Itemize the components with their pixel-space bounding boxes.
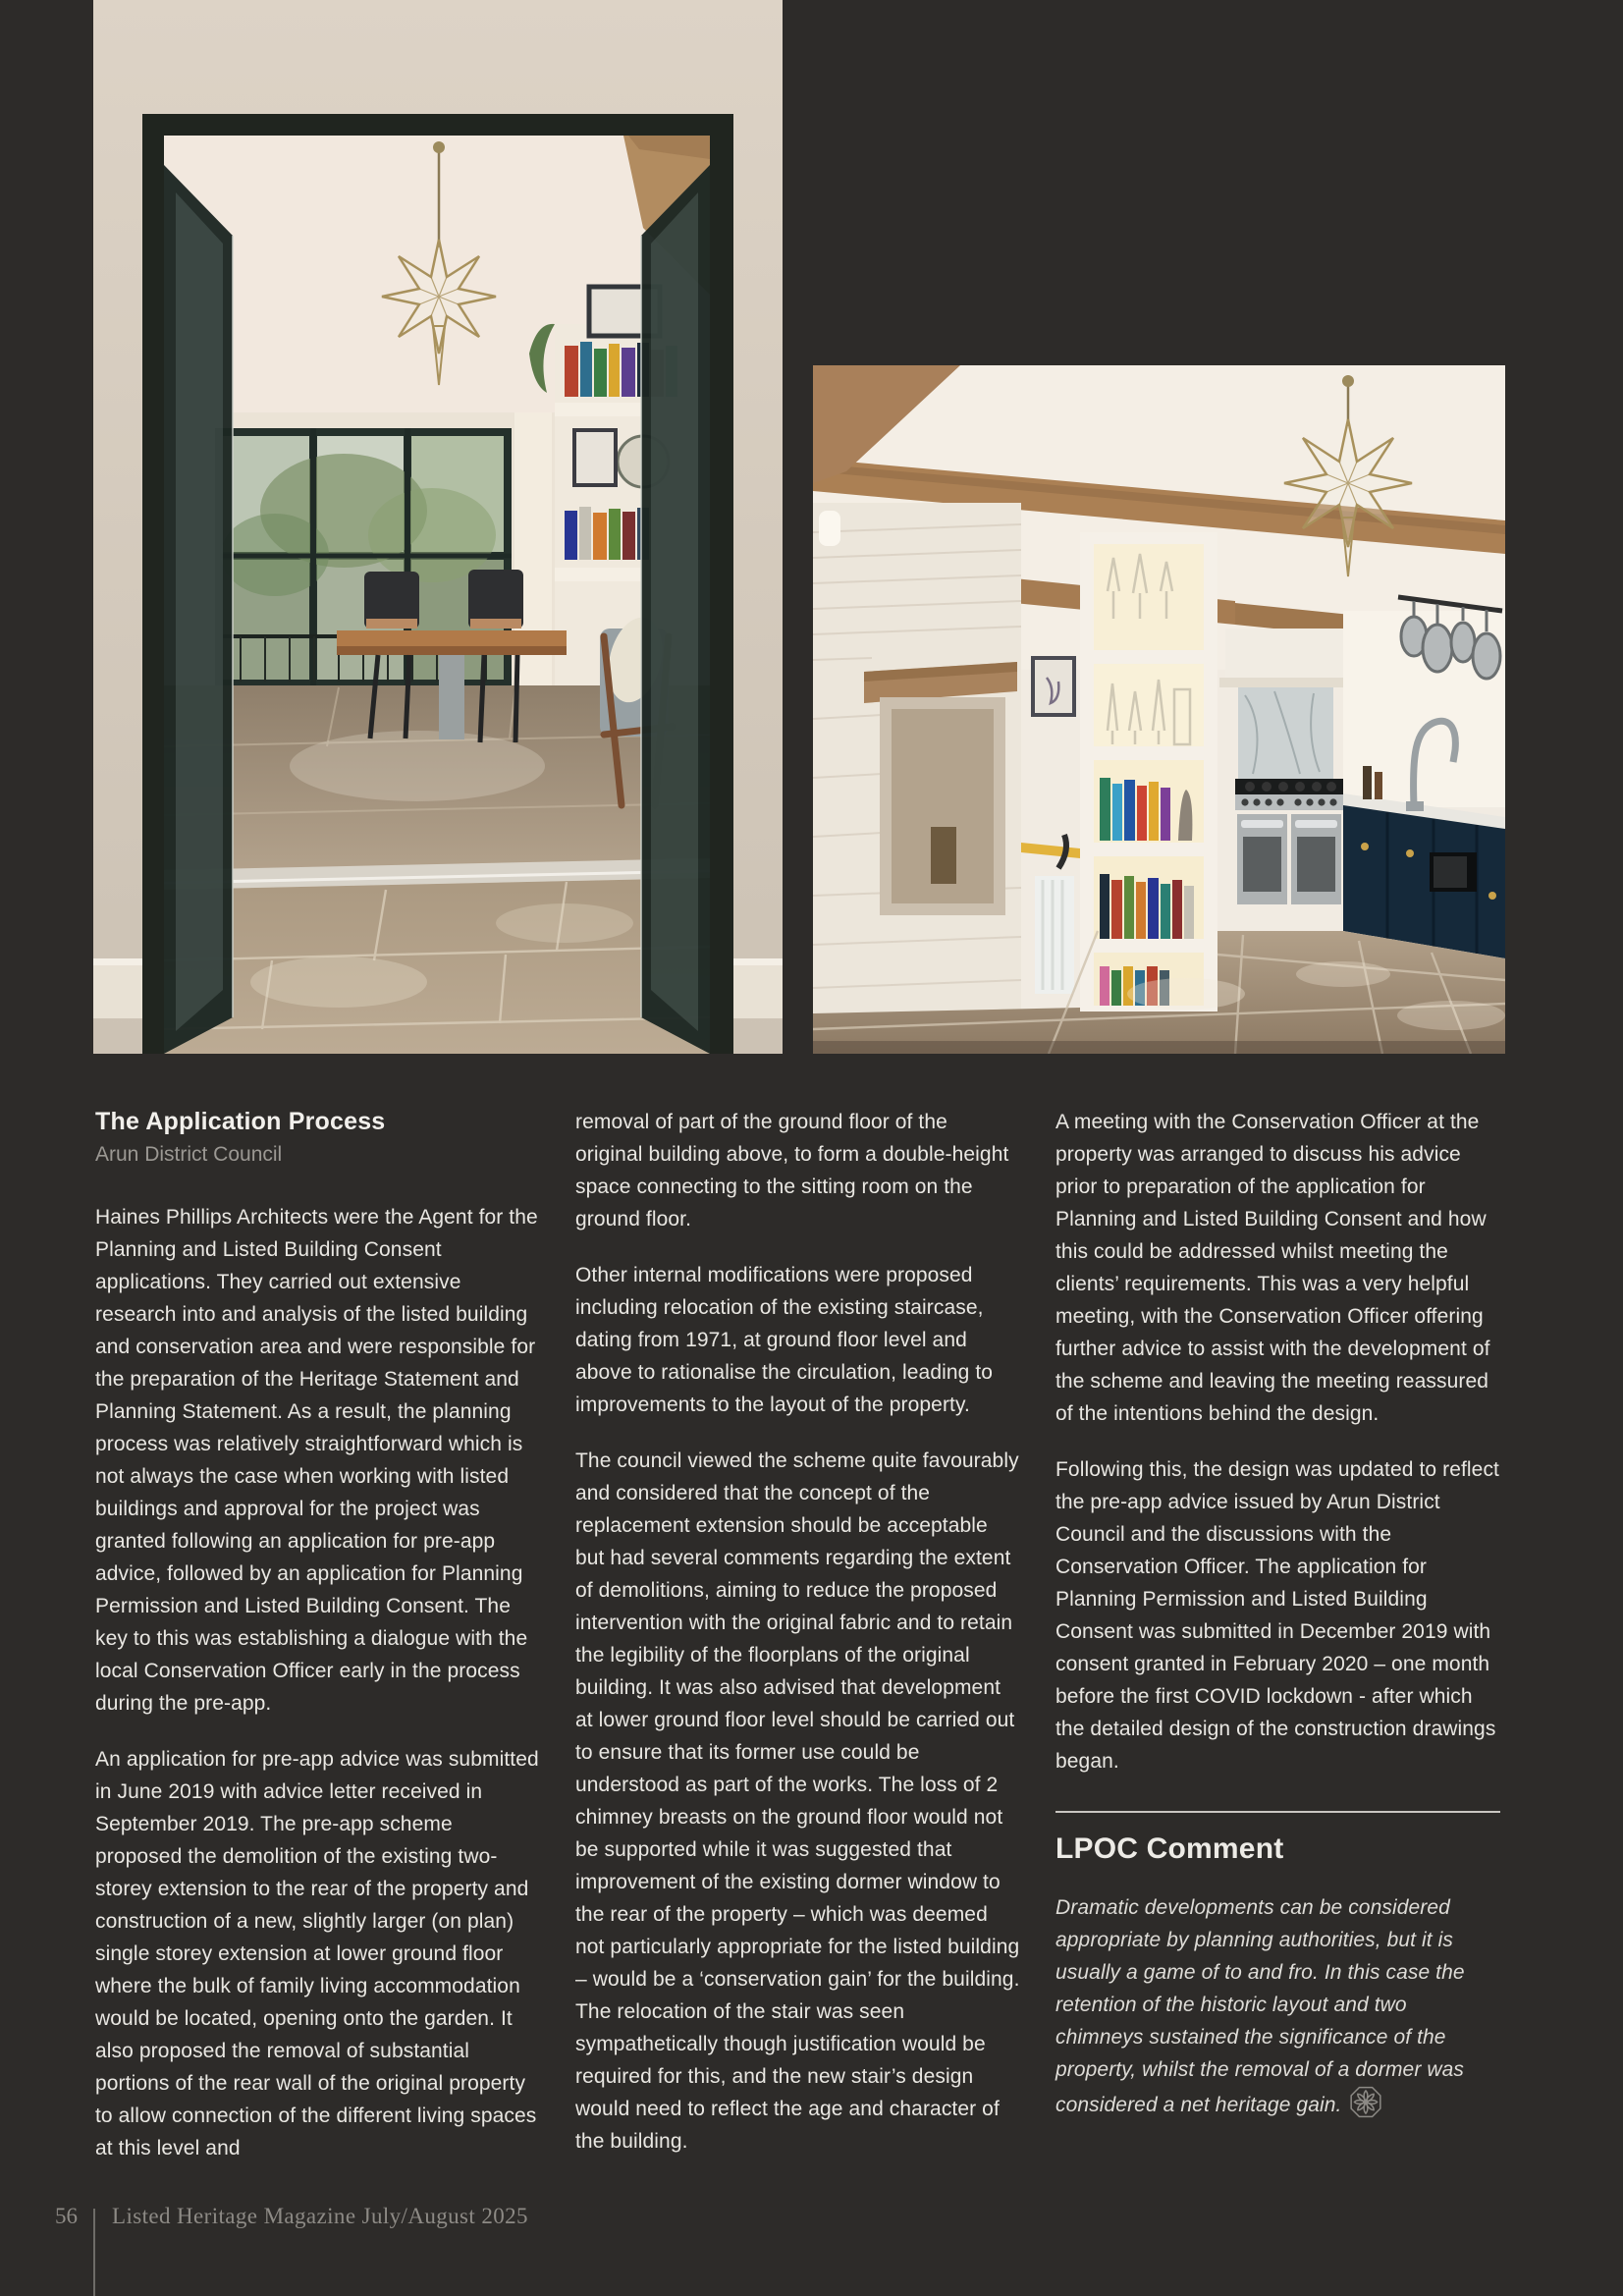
article-paragraph: A meeting with the Conservation Officer at the property was arranged to discuss his advice prior to preparation of the application for Planning and Listed Building Consent and how this could be addressed whilst meeting the clients’ requirements. This was a very helpful meeting, with the Conservation Officer offering further advice to assist with the development of the scheme and leaving the meeting reassured of the intentions behind the design. [1055,1111,1490,1425]
article-paragraph: Following this, the design was updated to reflect the pre-app advice issued by Arun District Council and the discussions with the Conservation Officer. The application for Planning Permission and Listed Building Consent was submitted in December 2019 with consent granted in February 2020 – one month before the first COVID lockdown - after which the detailed design of the construction drawings began. [1055,1458,1499,1773]
lpoc-comment-body: Dramatic developments can be considered appropriate by planning authorities, but it is usually a game of to and fro. In this case the retention of the historic layout and two chimneys sustained the significance of the property, whilst the removal of a dormer was considered a net heritage gain. [1055,1896,1465,2116]
lpoc-comment-section [1055,1811,1500,2121]
lpoc-heading: LPOC Comment [1055,1832,1284,1865]
article-column-2 [575,1106,1020,2188]
article-paragraph: An application for pre-app advice was submitted in June 2019 with advice letter received in September 2019. The pre-app scheme proposed the demolition of the existing two-storey extension to the rear of the property and construction of a new, slightly larger (on plan) single storey extension at lower ground floor where the bulk of family living accommodation would be located, opening onto the garden. It also proposed the removal of substantial portions of the rear wall of the original property to allow connection of the different living spaces at this level and [95,1748,539,2159]
doorway-dining-room-photo [93,0,783,1054]
article-heading: The Application Process [95,1108,386,1135]
article-subheading: Arun District Council [95,1143,283,1166]
article-paragraph: The council viewed the scheme quite favourably and considered that the concept of the replacement extension should be acceptable but had several comments regarding the extent of demolitions, aiming to reduce the proposed intervention with the original fabric and to retain the legibility of the floorplans of the original building. It was also advised that development at lower ground floor level should be carried out to ensure that its former use could be understood as part of the works. The loss of 2 chimney breasts on the ground floor would not be supported while it was suggested that improvement of the existing dormer window to the rear of the property – which was deemed not particularly appropriate for the listed building – would be a ‘conservation gain’ for the building. The relocation of the stair was seen sympathetically though justification would be required for this, and the new stair’s design would need to reflect the age and character of the building. [575,1449,1020,2153]
article-column-3 [1055,1106,1500,2188]
article-column-1 [95,1106,540,2188]
lpoc-comment-text [1055,1891,1500,2121]
doorway-photo-illustration [93,0,783,1054]
article-paragraph: Haines Phillips Architects were the Agent for the Planning and Listed Building Consent applications. They carried out extensive research into and analysis of the listed building and conservation area and were responsible for the preparation of the Heritage Statement and Planning Statement. As a result, the planning process was relatively straightforward which is not always the case when working with listed buildings and approval for the project was granted following an application for pre-app advice, followed by an application for Planning Permission and Listed Building Consent. The key to this was establishing a dialogue with the local Conservation Officer early in the process during the pre-app. [95,1206,538,1715]
article-paragraph: removal of part of the ground floor of the original building above, to form a double-height space connecting to the sitting room on the ground floor. [575,1111,1009,1230]
lpoc-rosette-icon [1348,2086,1383,2118]
article-paragraph: Other internal modifications were proposed including relocation of the existing staircase, dating from 1971, at ground floor level and above to rationalise the circulation, leading to improvements to the layout of the property. [575,1264,994,1416]
kitchen-photo [813,365,1505,1054]
article-body [95,1106,1500,2188]
magazine-title: Listed Heritage Magazine July/August 2025 [112,2204,528,2228]
kitchen-photo-illustration [813,365,1505,1054]
page-footer [0,2198,1623,2296]
page-number: 56 [55,2204,78,2228]
footer-divider [93,2209,95,2296]
